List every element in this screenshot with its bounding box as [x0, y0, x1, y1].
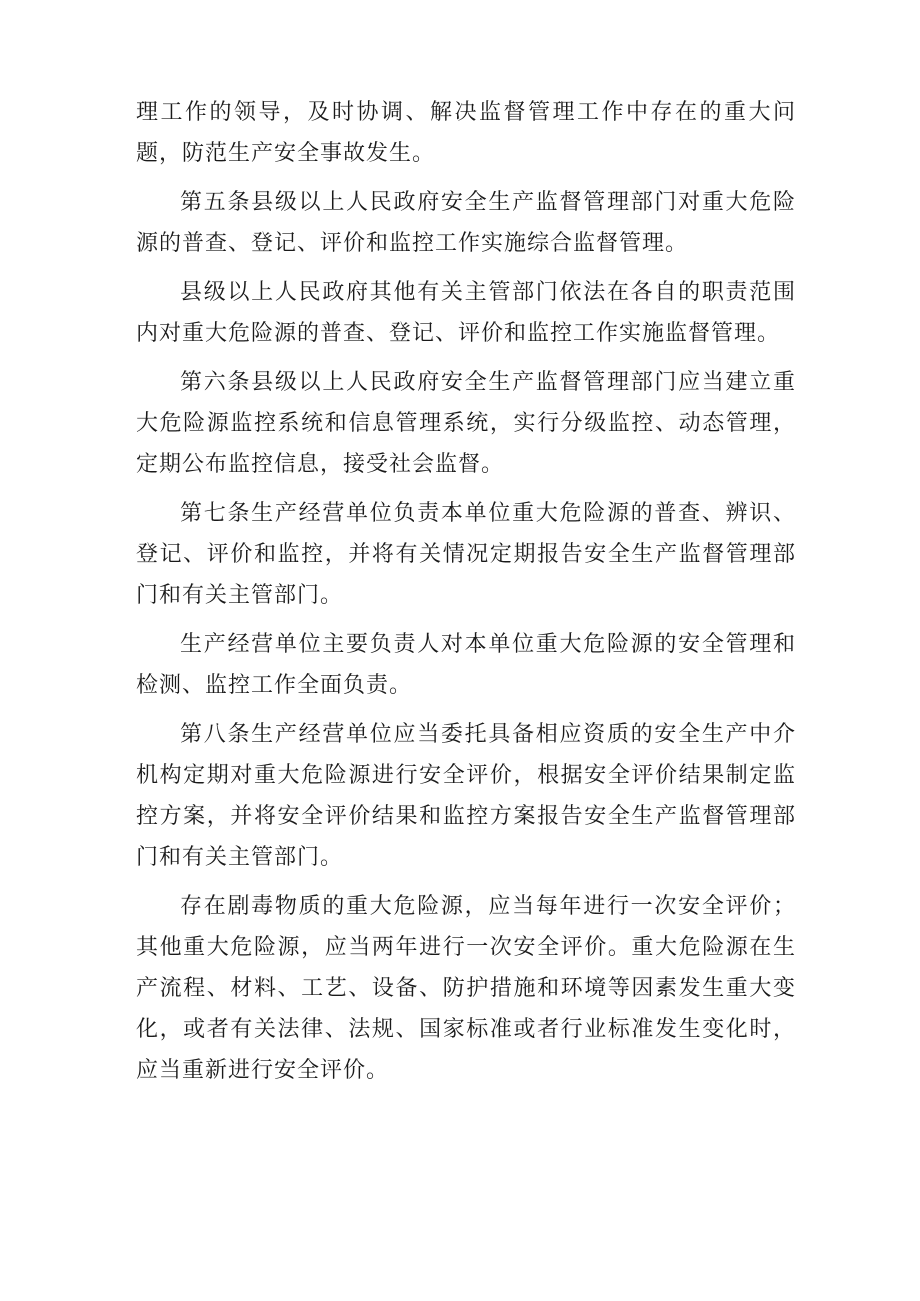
document-body [136, 92, 796, 1099]
paragraph-article-7: 第七条生产经营单位负责本单位重大危险源的普查、辨识、登记、评价和监控，并将有关情况定期报告安全生产监督管理部门和有关主管部门。 [136, 501, 796, 608]
paragraph-8: 存在剧毒物质的重大危险源，应当每年进行一次安全评价；其他重大危险源，应当两年进行一次安全评价。重大危险源在生产流程、材料、工艺、设备、防护措施和环境等因素发生重大变化，或者有关法律、法规、国家标准或者行业标准发生变化时，应当重新进行安全评价。 [136, 894, 796, 1083]
paragraph-article-8: 第八条生产经营单位应当委托具备相应资质的安全生产中介机构定期对重大危险源进行安全评价，根据安全评价结果制定监控方案，并将安全评价结果和监控方案报告安全生产监督管理部门和有关主管部门。 [136, 722, 796, 870]
paragraph-6: 生产经营单位主要负责人对本单位重大危险源的安全管理和检测、监控工作全面负责。 [136, 632, 796, 698]
paragraph-1: 理工作的领导，及时协调、解决监督管理工作中存在的重大问题，防范生产安全事故发生。 [136, 100, 796, 166]
paragraph-3: 县级以上人民政府其他有关主管部门依法在各自的职责范围内对重大危险源的普查、登记、评价和监控工作实施监督管理。 [136, 280, 796, 346]
paragraph-article-5: 第五条县级以上人民政府安全生产监督管理部门对重大危险源的普查、登记、评价和监控工作实施综合监督管理。 [136, 190, 796, 256]
paragraph-article-6: 第六条县级以上人民政府安全生产监督管理部门应当建立重大危险源监控系统和信息管理系统，实行分级监控、动态管理，定期公布监控信息，接受社会监督。 [136, 370, 796, 477]
